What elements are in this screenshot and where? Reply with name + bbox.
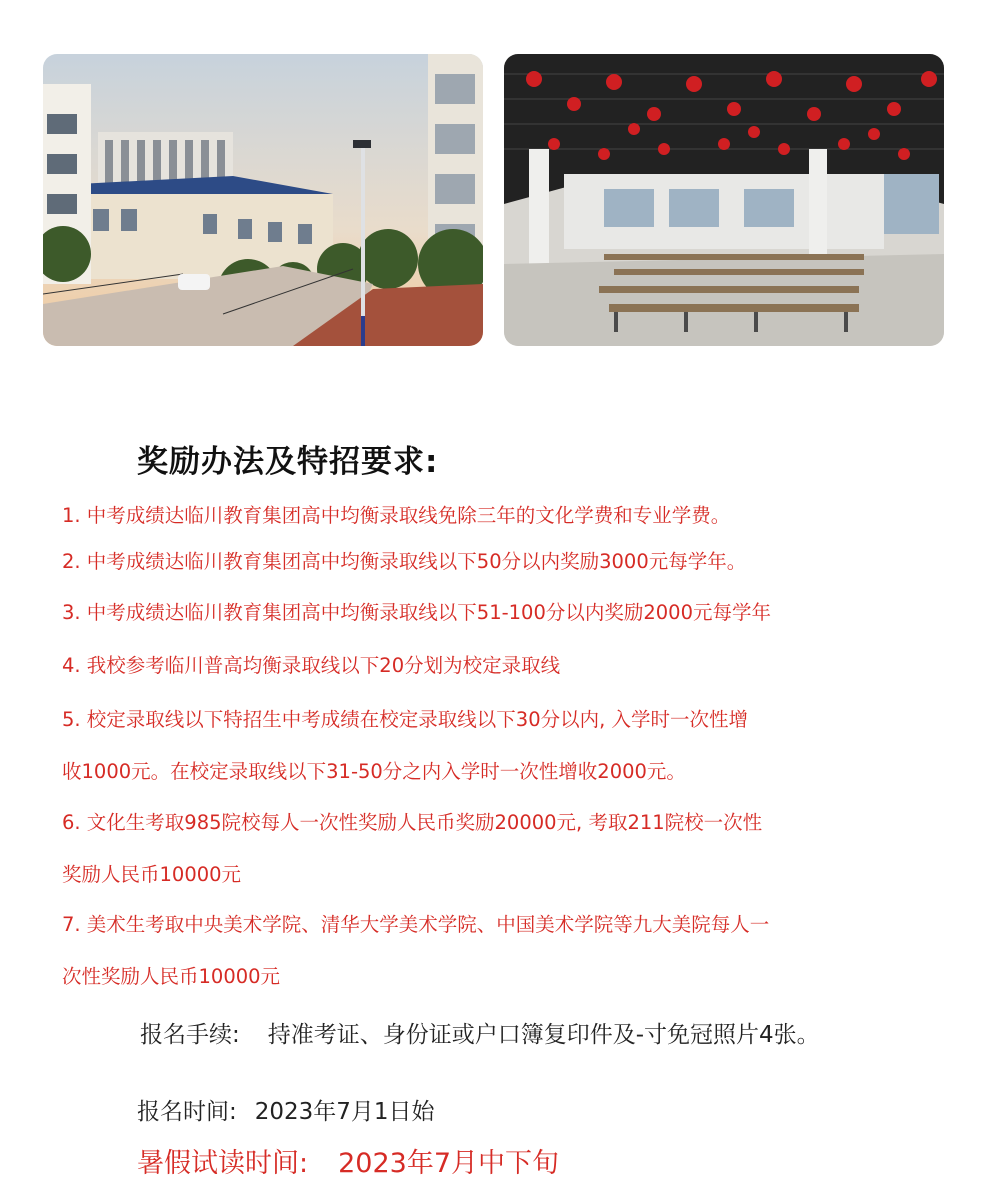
rule-line: 6. 文化生考取985院校每人一次性奖励人民币奖励20000元, 考取211院校一次性 [62,811,763,834]
campus-photo-illustration [43,54,483,346]
rule-line: 7. 美术生考取中央美术学院、清华大学美术学院、中国美术学院等九大美院每人一 [62,913,770,936]
cafeteria-photo-illustration [504,54,944,346]
summer-trial-time [137,1141,559,1180]
rule-item-5 [62,694,952,798]
rule-line-continued: 收1000元。在校定录取线以下31-50分之内入学时一次性增收2000元。 [62,760,686,783]
rule-line-continued: 奖励人民币10000元 [62,863,242,886]
summer-trial-value: 2023年7月中下旬 [338,1148,560,1179]
rule-item-1 [62,490,952,542]
campus-photo [43,54,483,346]
rule-line: 5. 校定录取线以下特招生中考成绩在校定录取线以下30分以内, 入学时一次性增 [62,708,749,731]
registration-value: 持准考证、身份证或户口簿复印件及-寸免冠照片4张。 [267,1022,820,1048]
rules-heading: 奖励办法及特招要求: [137,444,439,480]
cafeteria-photo [504,54,944,346]
rule-item-4 [62,640,952,692]
registration-procedure [140,1016,820,1049]
summer-trial-label: 暑假试读时间: [137,1148,309,1179]
rule-line: 1. 中考成绩达临川教育集团高中均衡录取线免除三年的文化学费和专业学费。 [62,504,731,527]
rule-line: 3. 中考成绩达临川教育集团高中均衡录取线以下51-100分以内奖励2000元每学年 [62,601,771,624]
rule-line: 4. 我校参考临川普高均衡录取线以下20分划为校定录取线 [62,654,561,677]
registration-label: 报名手续: [140,1022,240,1048]
rule-item-7 [62,899,952,1003]
rule-line-continued: 次性奖励人民币10000元 [62,965,281,988]
rule-item-2 [62,536,952,588]
rule-line: 2. 中考成绩达临川教育集团高中均衡录取线以下50分以内奖励3000元每学年。 [62,550,747,573]
registration-time-label: 报名时间: [137,1099,237,1125]
rule-item-3 [62,587,952,639]
registration-time [137,1093,435,1126]
rule-item-6 [62,797,952,901]
registration-time-value: 2023年7月1日始 [254,1099,435,1125]
